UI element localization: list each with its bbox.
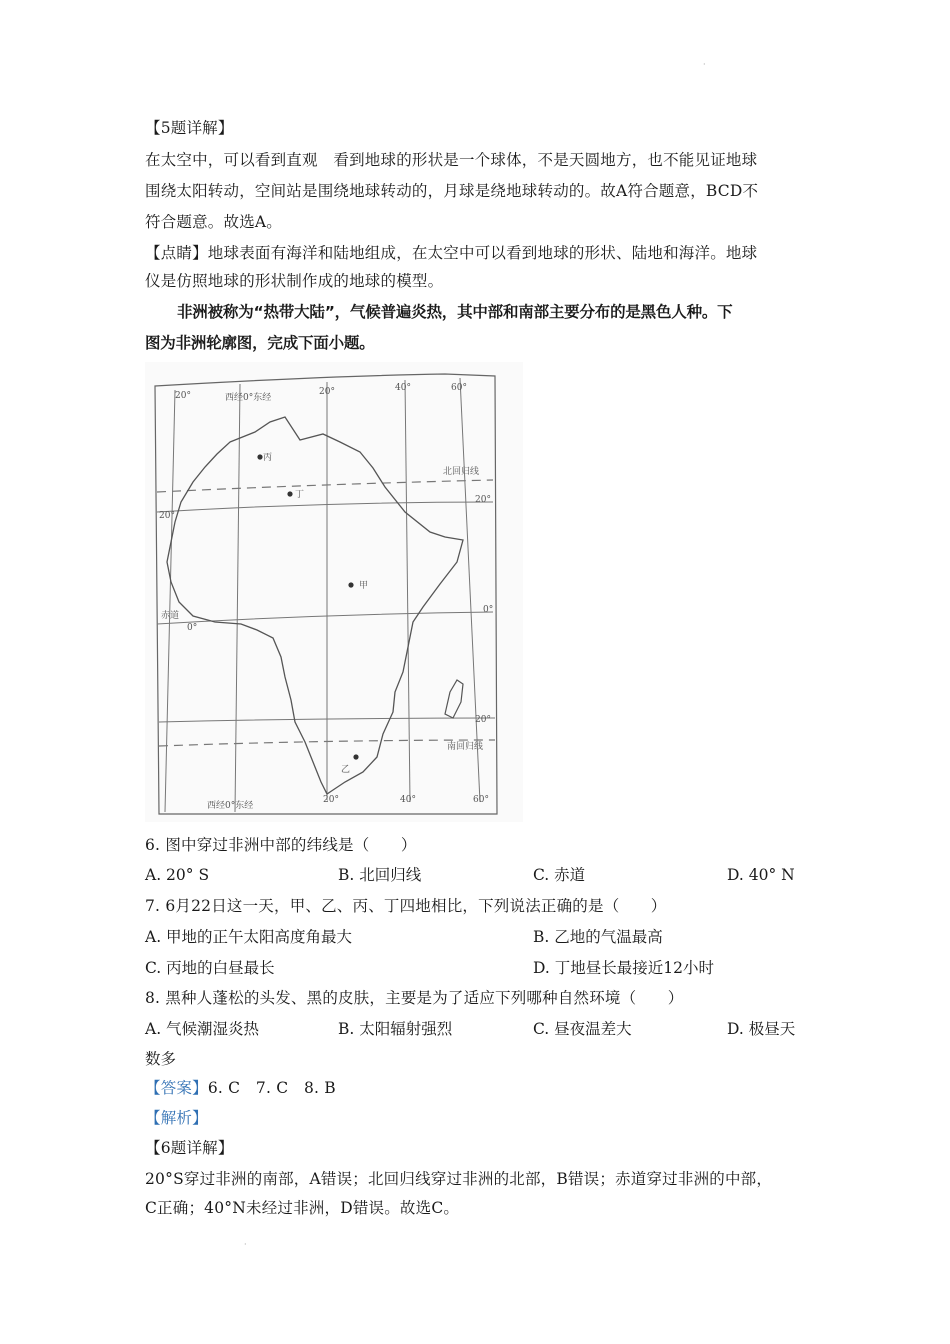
lon-60e-bottom-label: 60°: [473, 795, 489, 805]
q8-option-b: B. 太阳辐射强烈: [338, 1020, 453, 1038]
q8-option-a: A. 气候潮湿炎热: [145, 1020, 260, 1038]
lon-40e-bottom-label: 40°: [400, 795, 416, 805]
lon-40e-top-label: 40°: [395, 383, 411, 393]
q6-option-a: A. 20° S: [145, 866, 210, 884]
q6-stem: 6. 图中穿过非洲中部的纬线是（ ）: [145, 836, 417, 854]
q8-option-d: D. 极昼天: [727, 1020, 796, 1038]
q6-option-c: C. 赤道: [533, 866, 586, 884]
page-mark-top: ·: [703, 60, 706, 69]
intro-line: 图为非洲轮廓图，完成下面小题。: [145, 334, 375, 352]
q7-option-a: A. 甲地的正午太阳高度角最大: [145, 928, 353, 946]
tip-text-line: 仪是仿照地球的形状制作成的地球的模型。: [145, 272, 444, 290]
q6-detail-heading: 【6题详解】: [145, 1139, 234, 1157]
lon-20e-top-label: 20°: [319, 387, 335, 397]
q5-heading: 【5题详解】: [145, 119, 234, 137]
answer-line: [145, 1078, 810, 1098]
tip-text-line: 【点睛】地球表面有海洋和陆地组成，在太空中可以看到地球的形状、陆地和海洋。地球: [145, 244, 758, 262]
lon-20e-bottom-label: 20°: [323, 795, 339, 805]
q7-stem: 7. 6月22日这一天，甲、乙、丙、丁四地相比，下列说法正确的是（ ）: [145, 897, 667, 915]
lat-20s-right-label: 20°: [475, 715, 491, 725]
lat-0-left-label: 0°: [187, 623, 198, 633]
place-ding-label: 丁: [295, 490, 305, 500]
q6-option-b: B. 北回归线: [338, 866, 422, 884]
q6-detail-line: 20°S穿过非洲的南部，A错误；北回归线穿过非洲的北部，B错误；赤道穿过非洲的中部，: [145, 1170, 773, 1188]
analysis-label: 【解析】: [145, 1109, 208, 1127]
q8-option-c: C. 昼夜温差大: [533, 1020, 632, 1038]
answer-text: 6. C 7. C 8. B: [207, 1079, 336, 1097]
q7-option-c: C. 丙地的白昼最长: [145, 959, 275, 977]
tropic-south-label: 南回归线: [447, 742, 484, 752]
q7-option-b: B. 乙地的气温最高: [533, 928, 663, 946]
q6-detail-line: C正确；40°N未经过非洲，D错误。故选C。: [145, 1199, 460, 1217]
place-jia-label: 甲: [359, 581, 369, 591]
place-bing-label: 丙: [263, 453, 273, 463]
q5-text-line: 符合题意。故选A。: [145, 213, 282, 231]
answer-label: 【答案】: [145, 1079, 208, 1097]
q5-text-line: 在太空中，可以看到直观 看到地球的形状是一个球体，不是天圆地方，也不能见证地球: [145, 151, 758, 169]
map-top-label: 西经0°东经: [225, 393, 272, 403]
q7-option-d: D. 丁地昼长最接近12小时: [533, 959, 714, 977]
q8-stem: 8. 黑种人蓬松的头发、黑的皮肤，主要是为了适应下列哪种自然环境（ ）: [145, 989, 684, 1007]
map-bottom-label: 西经0°东经: [207, 801, 254, 811]
page-mark-bottom: ·: [244, 1240, 247, 1249]
lon-60e-top-label: 60°: [451, 383, 467, 393]
tropic-north-label: 北回归线: [443, 467, 480, 477]
lat-20n-left-label: 20°: [159, 511, 175, 521]
lat-20n-right-label: 20°: [475, 495, 491, 505]
lon-20w-top-label: 20°: [175, 391, 191, 401]
equator-label: 赤道: [161, 611, 180, 621]
intro-line: 非洲被称为“热带大陆”，气候普遍炎热，其中部和南部主要分布的是黑色人种。下: [177, 303, 733, 321]
q6-option-d: D. 40° N: [727, 866, 795, 884]
q5-text-line: 围绕太阳转动，空间站是围绕地球转动的，月球是绕地球转动的。故A符合题意，BCD不: [145, 182, 759, 200]
place-yi-label: 乙: [341, 765, 351, 775]
q8-option-d-continued: 数多: [145, 1050, 177, 1068]
africa-outline-map: [145, 362, 523, 822]
lat-0-right-label: 0°: [483, 605, 494, 615]
